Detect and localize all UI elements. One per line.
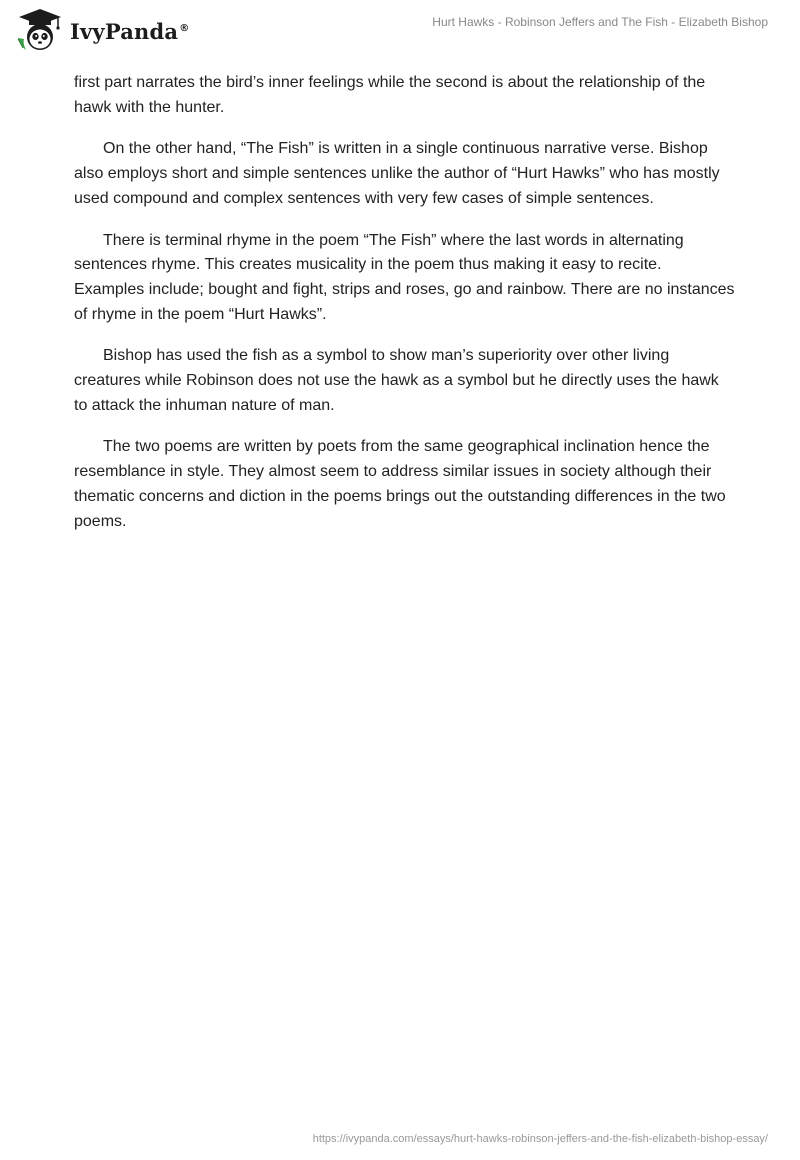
page-header bbox=[0, 0, 800, 60]
source-url[interactable]: https://ivypanda.com/essays/hurt-hawks-robinson-jeffers-and-the-fish-elizabeth-bishop-essay/ bbox=[312, 1133, 768, 1145]
logo-wordmark: IvyPanda® bbox=[70, 18, 190, 44]
panda-graduate-icon bbox=[14, 8, 66, 52]
essay-body bbox=[74, 71, 736, 551]
paragraph-2: On the other hand, “The Fish” is written in a single continuous narrative verse. Bishop also employs short and simple sentences unlike the author of “Hurt Hawks” who has mostly used compound and complex sentences with very few cases of simple sentences. bbox=[74, 140, 720, 207]
ivypanda-logo[interactable] bbox=[14, 8, 189, 52]
paragraph-4: Bishop has used the fish as a symbol to show man’s superiority over other living creatures while Robinson does not use the hawk as a symbol but he directly uses the hawk to attack the inhuman nature of man. bbox=[74, 347, 719, 414]
paragraph-5: The two poems are written by poets from the same geographical inclination hence the resemblance in style. They almost seem to address similar issues in society although their thematic concerns and diction in the poems brings out the outstanding differences in the two poems. bbox=[74, 438, 726, 530]
document-title: Hurt Hawks - Robinson Jeffers and The Fish - Elizabeth Bishop bbox=[432, 15, 768, 29]
paragraph-3: There is terminal rhyme in the poem “The Fish” where the last words in alternating sentences rhyme. This creates musicality in the poem thus making it easy to recite. Examples include; bought and fight, strips and roses, go and rainbow. There are no instances of rhyme in the poem “Hurt Hawks”. bbox=[74, 231, 735, 323]
registered-mark: ® bbox=[179, 22, 190, 34]
paragraph-1: first part narrates the bird’s inner feelings while the second is about the relationship of the hawk with the hunter. bbox=[74, 74, 706, 116]
